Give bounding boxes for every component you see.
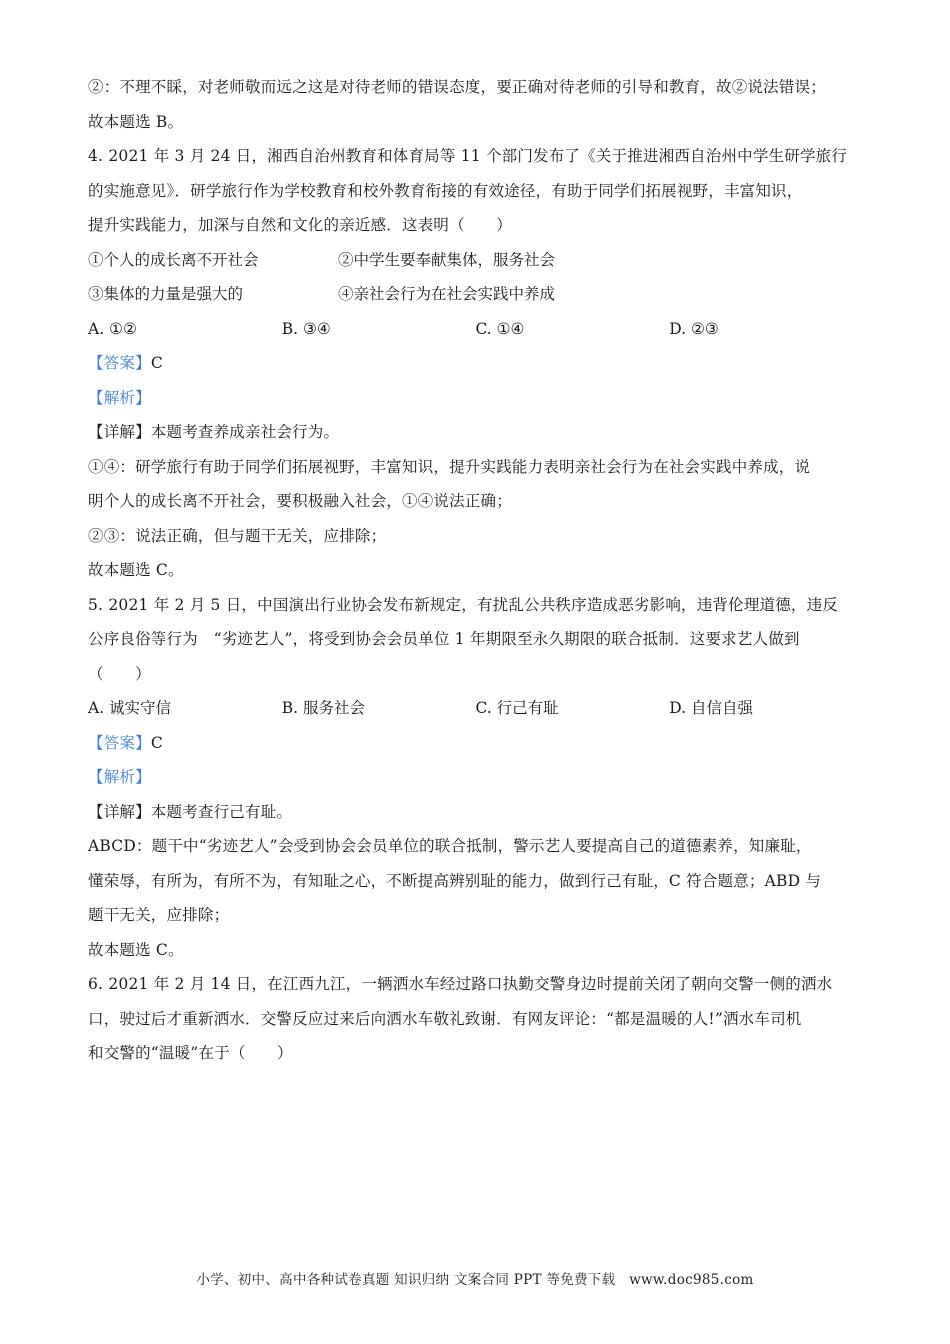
answer-value: C bbox=[150, 354, 163, 372]
q4-detail-line-1: 【详解】本题考查养成亲社会行为。 bbox=[88, 423, 340, 441]
q6-stem-line-3: 和交警的“温暖”在于（ ） bbox=[88, 1044, 293, 1062]
q5-detail-line-1: 【详解】本题考查行己有耻。 bbox=[88, 802, 293, 821]
q4-statements-row-1 bbox=[88, 243, 863, 278]
q5-detail-line-3: 懂荣辱，有所为，有所不为，有知耻之心，不断提高辨别耻的能力，做到行己有耻，C 符合题意；ABD 与 bbox=[88, 871, 822, 890]
answer-value: C bbox=[150, 733, 163, 752]
q5-stem-line-1: 5. 2021 年 2 月 5 日，中国演出行业协会发布新规定，有扰乱公共秩序造成恶劣影响，违背伦理道德，违反 bbox=[88, 595, 839, 614]
q4-option-b: B. ③④ bbox=[281, 319, 331, 338]
analysis-tag: 【解析】 bbox=[88, 768, 151, 786]
q5-option-a: A. 诚实守信 bbox=[88, 699, 172, 717]
q4-stem-line-2: 的实施意见》．研学旅行作为学校教育和校外教育衔接的有效途径，有助于同学们拓展视野，丰富知识， bbox=[88, 181, 803, 200]
prev-conclusion: 故本题选 B。 bbox=[88, 112, 184, 131]
q4-option-a: A. ①② bbox=[88, 319, 137, 338]
q5-option-c: C. 行己有耻 bbox=[475, 699, 559, 717]
q4-stem-line-3: 提升实践能力，加深与自然和文化的亲近感．这表明（ ） bbox=[88, 216, 512, 234]
q6-stem-line-1: 6. 2021 年 2 月 14 日，在江西九江，一辆洒水车经过路口执勤交警身边时提前关闭了朝向交警一侧的洒水 bbox=[88, 975, 833, 993]
q4-statement-2: ②中学生要奉献集体，服务社会 bbox=[338, 250, 556, 269]
q4-detail-line-4: ②③：说法正确，但与题干无关，应排除； bbox=[88, 526, 387, 545]
q4-detail-line-5: 故本题选 C。 bbox=[88, 561, 184, 579]
document-page bbox=[88, 70, 863, 1071]
q5-answer bbox=[88, 726, 863, 761]
q5-detail-line-4: 题干无关，应排除； bbox=[88, 906, 230, 924]
q5-option-d: D. 自信自强 bbox=[669, 699, 753, 717]
q4-statement-1: ①个人的成长离不开社会 bbox=[88, 250, 259, 269]
prev-explanation-line: ②：不理不睬，对老师敬而远之这是对待老师的错误态度，要正确对待老师的引导和教育，故②说法错误； bbox=[88, 78, 826, 96]
q6-stem-line-2: 口，驶过后才重新洒水．交警反应过来后向洒水车敬礼致谢．有网友评论：“都是温暖的人!”洒水车司机 bbox=[88, 1009, 802, 1028]
q4-option-d: D. ②③ bbox=[669, 319, 719, 338]
q5-options bbox=[88, 691, 863, 726]
q5-analysis-tag bbox=[88, 760, 863, 795]
q4-statement-4: ④亲社会行为在社会实践中养成 bbox=[338, 285, 556, 303]
q4-statement-3: ③集体的力量是强大的 bbox=[88, 285, 244, 303]
page-footer: 小学、初中、高中各种试卷真题 知识归纳 文案合同 PPT 等免费下载 www.doc985.com bbox=[196, 1272, 754, 1288]
q4-answer bbox=[88, 346, 863, 381]
q4-options bbox=[88, 312, 863, 347]
q4-option-c: C. ①④ bbox=[475, 319, 525, 338]
q4-analysis-tag bbox=[88, 381, 863, 416]
q4-stem-line-1: 4. 2021 年 3 月 24 日，湘西自治州教育和体育局等 11 个部门发布了《关于推进湘西自治州中学生研学旅行 bbox=[88, 147, 848, 165]
q5-stem-line-3: （ ） bbox=[88, 664, 151, 683]
q5-detail-line-2: ABCD：题干中“劣迹艺人”会受到协会会员单位的联合抵制，警示艺人要提高自己的道德素养，知廉耻， bbox=[88, 837, 812, 855]
q5-option-b: B. 服务社会 bbox=[281, 699, 365, 717]
q4-detail-line-2: ①④：研学旅行有助于同学们拓展视野，丰富知识，提升实践能力表明亲社会行为在社会实践中养成，说 bbox=[88, 457, 811, 476]
q4-statements-row-2 bbox=[88, 277, 863, 312]
q4-detail-line-3: 明个人的成长离不开社会，要积极融入社会，①④说法正确； bbox=[88, 492, 512, 510]
answer-tag: 【答案】 bbox=[88, 354, 151, 372]
q5-stem-line-2: 公序良俗等行为 “劣迹艺人”，将受到协会会员单位 1 年期限至永久期限的联合抵制．这要求艺人做到 bbox=[88, 630, 800, 648]
analysis-tag: 【解析】 bbox=[88, 388, 151, 407]
q5-detail-line-5: 故本题选 C。 bbox=[88, 940, 184, 959]
answer-tag: 【答案】 bbox=[88, 733, 151, 752]
